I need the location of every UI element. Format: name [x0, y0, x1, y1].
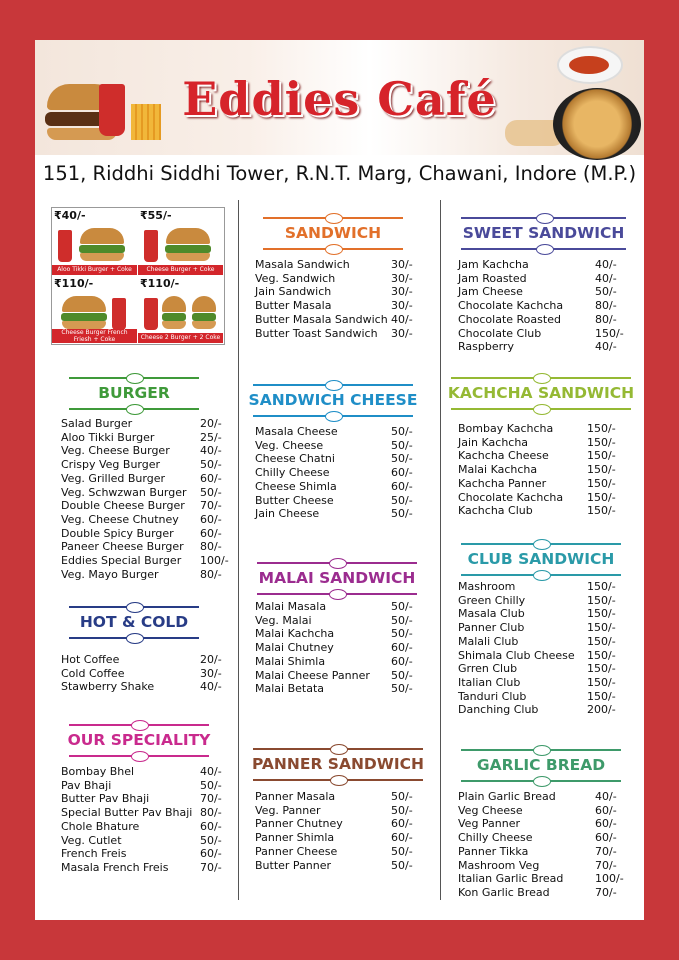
menu-item-name: Masala Sandwich — [255, 258, 350, 271]
menu-item-price: 60/- — [391, 466, 413, 480]
menu-item-name: Jain Sandwich — [255, 285, 332, 299]
menu-item-name: Special Butter Pav Bhaji — [61, 806, 193, 820]
menu-item-name: Veg Cheese — [458, 803, 523, 817]
burger-icon — [192, 296, 216, 312]
menu-item-price: 200/- — [587, 703, 616, 717]
menu-item-name: Kon Garlic Bread — [458, 885, 550, 899]
section-title-sandwich-cheese: SANDWICH CHEESE — [248, 391, 418, 409]
section-title-our-speciality: OUR SPECIALITY — [67, 731, 211, 749]
menu-item-name: Veg. Grilled Burger — [61, 471, 165, 485]
menu-item-name: Green Chilly — [458, 593, 526, 607]
menu-item-price: 50/- — [200, 778, 222, 792]
section-title-malai-sandwich: MALAI SANDWICH — [258, 569, 416, 587]
menu-item-name: Panner Club — [458, 621, 525, 635]
menu-item-name: Chocolate Kachcha — [458, 299, 564, 313]
menu-item-name: Crispy Veg Burger — [61, 458, 161, 472]
section-ornament — [257, 558, 417, 568]
menu-item-name: Malai Shimla — [255, 654, 326, 668]
menu-item-price: 70/- — [595, 885, 617, 899]
menu-item-price: 40/- — [391, 312, 413, 326]
menu-item-price: 80/- — [200, 567, 222, 581]
menu-item-price: 20/- — [200, 417, 222, 430]
menu-item-price: 30/- — [391, 258, 413, 271]
menu-item-price: 150/- — [587, 422, 616, 435]
menu-item-price: 50/- — [391, 668, 413, 682]
menu-item-name: Eddies Special Burger — [61, 554, 182, 567]
burger-icon — [166, 228, 210, 244]
combo-label: Cheese 2 Burger + 2 Coke — [138, 333, 223, 343]
menu-item-name: Danching Club — [458, 703, 539, 717]
menu-item-name: Malai Chutney — [255, 641, 334, 655]
menu-item-name: Salad Burger — [61, 417, 133, 430]
menu-item-name: Panner Tikka — [458, 844, 529, 858]
menu-item-name: Raspberry — [458, 340, 514, 354]
section-ornament — [461, 745, 621, 755]
menu-item-price: 50/- — [391, 425, 413, 438]
section-ornament — [69, 751, 209, 761]
section-ornament — [253, 775, 423, 785]
menu-item-price: 40/- — [200, 680, 222, 694]
section-title-sweet-sandwich: SWEET SANDWICH — [462, 224, 625, 242]
menu-item-price: 150/- — [587, 593, 616, 607]
coke-icon — [144, 298, 158, 330]
menu-item-price: 150/- — [587, 490, 616, 504]
menu-item-name: Chilly Cheese — [255, 466, 330, 480]
menu-item-price: 60/- — [391, 654, 413, 668]
menu-item-price: 50/- — [391, 682, 413, 696]
section-title-garlic-bread: GARLIC BREAD — [476, 756, 606, 774]
menu-item-price: 60/- — [391, 831, 413, 845]
menu-item-name: Veg. Cheese Burger — [61, 444, 170, 458]
section-title-hot-cold: HOT & COLD — [79, 613, 189, 631]
menu-item-price: 150/- — [587, 435, 616, 449]
menu-item-name: Butter Toast Sandwich — [255, 326, 378, 340]
menu-item-price: 80/- — [595, 312, 617, 326]
menu-item-name: Malai Kachcha — [255, 627, 335, 641]
menu-item-name: Panner Chutney — [255, 817, 343, 831]
cafe-title: Eddies Café — [182, 72, 497, 126]
coke-icon — [112, 298, 126, 330]
section-title-burger: BURGER — [98, 384, 170, 402]
menu-item-name: Kachcha Panner — [458, 476, 547, 490]
menu-item-name: Cold Coffee — [61, 666, 125, 680]
menu-item-price: 80/- — [200, 806, 222, 820]
menu-item-price: 30/- — [391, 271, 413, 285]
menu-item-price: 150/- — [587, 689, 616, 703]
menu-item-name: Grren Club — [458, 662, 518, 676]
header-banner — [35, 40, 644, 155]
menu-item-name: Malali Club — [458, 634, 519, 648]
menu-item-name: Jam Roasted — [458, 271, 527, 285]
menu-item-name: Butter Panner — [255, 858, 332, 872]
combo-price: ₹55/- — [140, 209, 172, 222]
menu-item-name: Chocolate Kachcha — [458, 490, 564, 504]
section-ornament — [461, 776, 621, 786]
menu-item-price: 60/- — [595, 831, 617, 845]
menu-item-name: Butter Cheese — [255, 493, 334, 507]
menu-item-price: 150/- — [587, 580, 616, 593]
menu-item-price: 150/- — [587, 504, 616, 518]
menu-item-name: Italian Garlic Bread — [458, 872, 564, 886]
section-title-panner-sandwich: PANNER SANDWICH — [251, 755, 424, 773]
combo-offer — [138, 276, 223, 343]
menu-item-price: 30/- — [391, 326, 413, 340]
menu-item-price: 30/- — [391, 285, 413, 299]
menu-item-price: 70/- — [200, 792, 222, 806]
menu-item-name: Masala Club — [458, 607, 525, 621]
menu-item-name: Paneer Cheese Burger — [61, 540, 184, 554]
menu-item-name: Jain Kachcha — [458, 435, 529, 449]
menu-item-name: Panner Masala — [255, 790, 336, 803]
section-ornament — [69, 720, 209, 730]
section-title-club-sandwich: CLUB SANDWICH — [467, 550, 615, 568]
section-ornament — [253, 380, 413, 390]
menu-item-price: 60/- — [200, 471, 222, 485]
menu-item-price: 150/- — [587, 607, 616, 621]
menu-item-name: Veg. Schwzwan Burger — [61, 485, 187, 499]
menu-item-price: 80/- — [200, 540, 222, 554]
menu-item-price: 150/- — [587, 449, 616, 463]
section-ornament — [263, 244, 403, 254]
menu-item-name: Masala French Freis — [61, 860, 169, 874]
menu-item-price: 60/- — [200, 526, 222, 540]
menu-sheet — [35, 40, 644, 920]
menu-item-price: 150/- — [587, 463, 616, 477]
menu-item-name: Malai Betata — [255, 682, 325, 696]
menu-item-name: Mashroom — [458, 580, 516, 593]
menu-item-price: 40/- — [595, 340, 617, 354]
menu-item-name: Butter Pav Bhaji — [61, 792, 150, 806]
menu-item-price: 50/- — [391, 790, 413, 803]
menu-item-name: Malai Kachcha — [458, 463, 538, 477]
section-ornament — [451, 373, 631, 383]
menu-item-price: 40/- — [200, 444, 222, 458]
column-divider — [440, 200, 441, 900]
section-ornament — [69, 373, 199, 383]
menu-item-price: 50/- — [200, 833, 222, 847]
menu-item-name: Cheese Shimla — [255, 479, 337, 493]
menu-item-price: 150/- — [595, 326, 624, 340]
menu-item-name: Kachcha Cheese — [458, 449, 549, 463]
menu-item-price: 50/- — [391, 627, 413, 641]
menu-item-name: Panner Cheese — [255, 844, 338, 858]
menu-item-price: 60/- — [595, 803, 617, 817]
menu-item-price: 50/- — [200, 485, 222, 499]
menu-item-price: 150/- — [587, 476, 616, 490]
menu-item-price: 50/- — [391, 452, 413, 466]
menu-item-name: Veg. Cutlet — [61, 833, 122, 847]
menu-item-name: Butter Masala — [255, 299, 332, 313]
menu-item-price: 100/- — [595, 872, 624, 886]
menu-item-name: Tanduri Club — [458, 689, 527, 703]
menu-item-price: 50/- — [391, 613, 413, 627]
section-ornament — [451, 404, 631, 414]
menu-item-name: Chilly Cheese — [458, 831, 533, 845]
menu-item-name: French Freis — [61, 847, 127, 861]
menu-item-price: 150/- — [587, 621, 616, 635]
cafe-address: 151, Riddhi Siddhi Tower, R.N.T. Marg, Chawani, Indore (M.P.) — [42, 162, 637, 185]
menu-item-price: 70/- — [200, 860, 222, 874]
menu-item-name: Cheese Chatni — [255, 452, 335, 466]
menu-item-name: Jain Cheese — [255, 507, 320, 521]
section-title-kachcha-sandwich: KACHCHA SANDWICH — [447, 384, 635, 402]
menu-item-price: 100/- — [200, 554, 229, 567]
section-ornament — [461, 539, 621, 549]
column-divider — [238, 200, 239, 900]
menu-item-name: Veg Panner — [458, 817, 521, 831]
section-ornament — [69, 633, 199, 643]
section-ornament — [69, 602, 199, 612]
section-ornament — [461, 570, 621, 580]
section-ornament — [257, 589, 417, 599]
section-ornament — [69, 404, 199, 414]
menu-item-name: Plain Garlic Bread — [458, 790, 556, 803]
menu-item-price: 80/- — [595, 299, 617, 313]
menu-item-price: 50/- — [391, 803, 413, 817]
menu-item-price: 40/- — [595, 271, 617, 285]
menu-item-name: Italian Club — [458, 675, 521, 689]
menu-item-name: Veg. Cheese — [255, 438, 324, 452]
menu-item-price: 40/- — [200, 765, 222, 778]
menu-item-price: 50/- — [391, 858, 413, 872]
menu-item-name: Chocolate Roasted — [458, 312, 561, 326]
menu-item-name: Veg. Sandwich — [255, 271, 336, 285]
menu-item-price: 25/- — [200, 430, 222, 444]
menu-item-price: 50/- — [391, 493, 413, 507]
menu-item-name: Malai Cheese Panner — [255, 668, 370, 682]
menu-item-name: Shimala Club Cheese — [458, 648, 575, 662]
menu-item-price: 40/- — [595, 790, 617, 803]
combo-offers — [51, 207, 225, 345]
menu-item-price: 70/- — [595, 858, 617, 872]
section-ornament — [253, 411, 413, 421]
menu-item-price: 60/- — [200, 819, 222, 833]
menu-item-name: Stawberry Shake — [61, 680, 155, 694]
menu-item-price: 60/- — [200, 512, 222, 526]
combo-price: ₹110/- — [54, 277, 94, 290]
menu-item-price: 30/- — [391, 299, 413, 313]
menu-item-price: 150/- — [587, 675, 616, 689]
menu-item-name: Mashroom Veg — [458, 858, 540, 872]
menu-item-name: Malai Masala — [255, 600, 327, 613]
menu-item-name: Double Cheese Burger — [61, 499, 185, 513]
menu-item-price: 20/- — [200, 653, 222, 666]
menu-item-name: Chocolate Club — [458, 326, 542, 340]
menu-item-price: 60/- — [391, 479, 413, 493]
menu-item-price: 150/- — [587, 662, 616, 676]
section-ornament — [461, 213, 626, 223]
combo-price: ₹110/- — [140, 277, 180, 290]
menu-item-price: 60/- — [200, 847, 222, 861]
burger-icon — [162, 296, 186, 312]
menu-item-price: 50/- — [595, 285, 617, 299]
menu-item-price: 50/- — [391, 844, 413, 858]
menu-item-name: Double Spicy Burger — [61, 526, 174, 540]
menu-item-name: Jam Cheese — [458, 285, 523, 299]
menu-item-price: 150/- — [587, 648, 616, 662]
menu-item-name: Veg. Cheese Chutney — [61, 512, 179, 526]
menu-item-name: Butter Masala Sandwich — [255, 312, 388, 326]
menu-item-name: Bombay Kachcha — [458, 422, 554, 435]
menu-item-name: Pav Bhaji — [61, 778, 112, 792]
menu-item-price: 40/- — [595, 258, 617, 271]
coke-icon — [58, 230, 72, 262]
menu-item-price: 50/- — [391, 600, 413, 613]
menu-item-name: Kachcha Club — [458, 504, 533, 518]
menu-item-price: 50/- — [391, 438, 413, 452]
menu-item-name: Veg. Mayo Burger — [61, 567, 159, 581]
section-ornament — [263, 213, 403, 223]
menu-item-name: Panner Shimla — [255, 831, 335, 845]
section-title-sandwich: SANDWICH — [284, 224, 382, 242]
combo-offer — [52, 276, 137, 343]
menu-item-name: Veg. Malai — [255, 613, 312, 627]
menu-item-price: 70/- — [595, 844, 617, 858]
coke-icon — [144, 230, 158, 262]
burger-icon — [80, 228, 124, 244]
combo-label: Cheese Burger + Coke — [138, 265, 223, 275]
menu-item-name: Jam Kachcha — [458, 258, 529, 271]
burger-icon — [62, 296, 106, 312]
menu-item-price: 150/- — [587, 634, 616, 648]
menu-item-price: 60/- — [391, 817, 413, 831]
menu-item-price: 60/- — [391, 641, 413, 655]
menu-item-name: Hot Coffee — [61, 653, 120, 666]
menu-item-price: 60/- — [595, 817, 617, 831]
menu-item-name: Aloo Tikki Burger — [61, 430, 155, 444]
combo-offer — [138, 208, 223, 275]
combo-label: Cheese Burger French Friesh + Coke — [52, 329, 137, 343]
menu-item-name: Masala Cheese — [255, 425, 338, 438]
menu-item-name: Veg. Panner — [255, 803, 321, 817]
section-ornament — [253, 744, 423, 754]
menu-item-name: Chole Bhature — [61, 819, 140, 833]
menu-item-price: 50/- — [391, 507, 413, 521]
menu-item-price: 30/- — [200, 666, 222, 680]
combo-price: ₹40/- — [54, 209, 86, 222]
menu-item-price: 50/- — [200, 458, 222, 472]
menu-item-name: Bombay Bhel — [61, 765, 135, 778]
menu-item-price: 70/- — [200, 499, 222, 513]
section-ornament — [461, 244, 626, 254]
combo-offer — [52, 208, 137, 275]
combo-label: Aloo Tikki Burger + Coke — [52, 265, 137, 275]
